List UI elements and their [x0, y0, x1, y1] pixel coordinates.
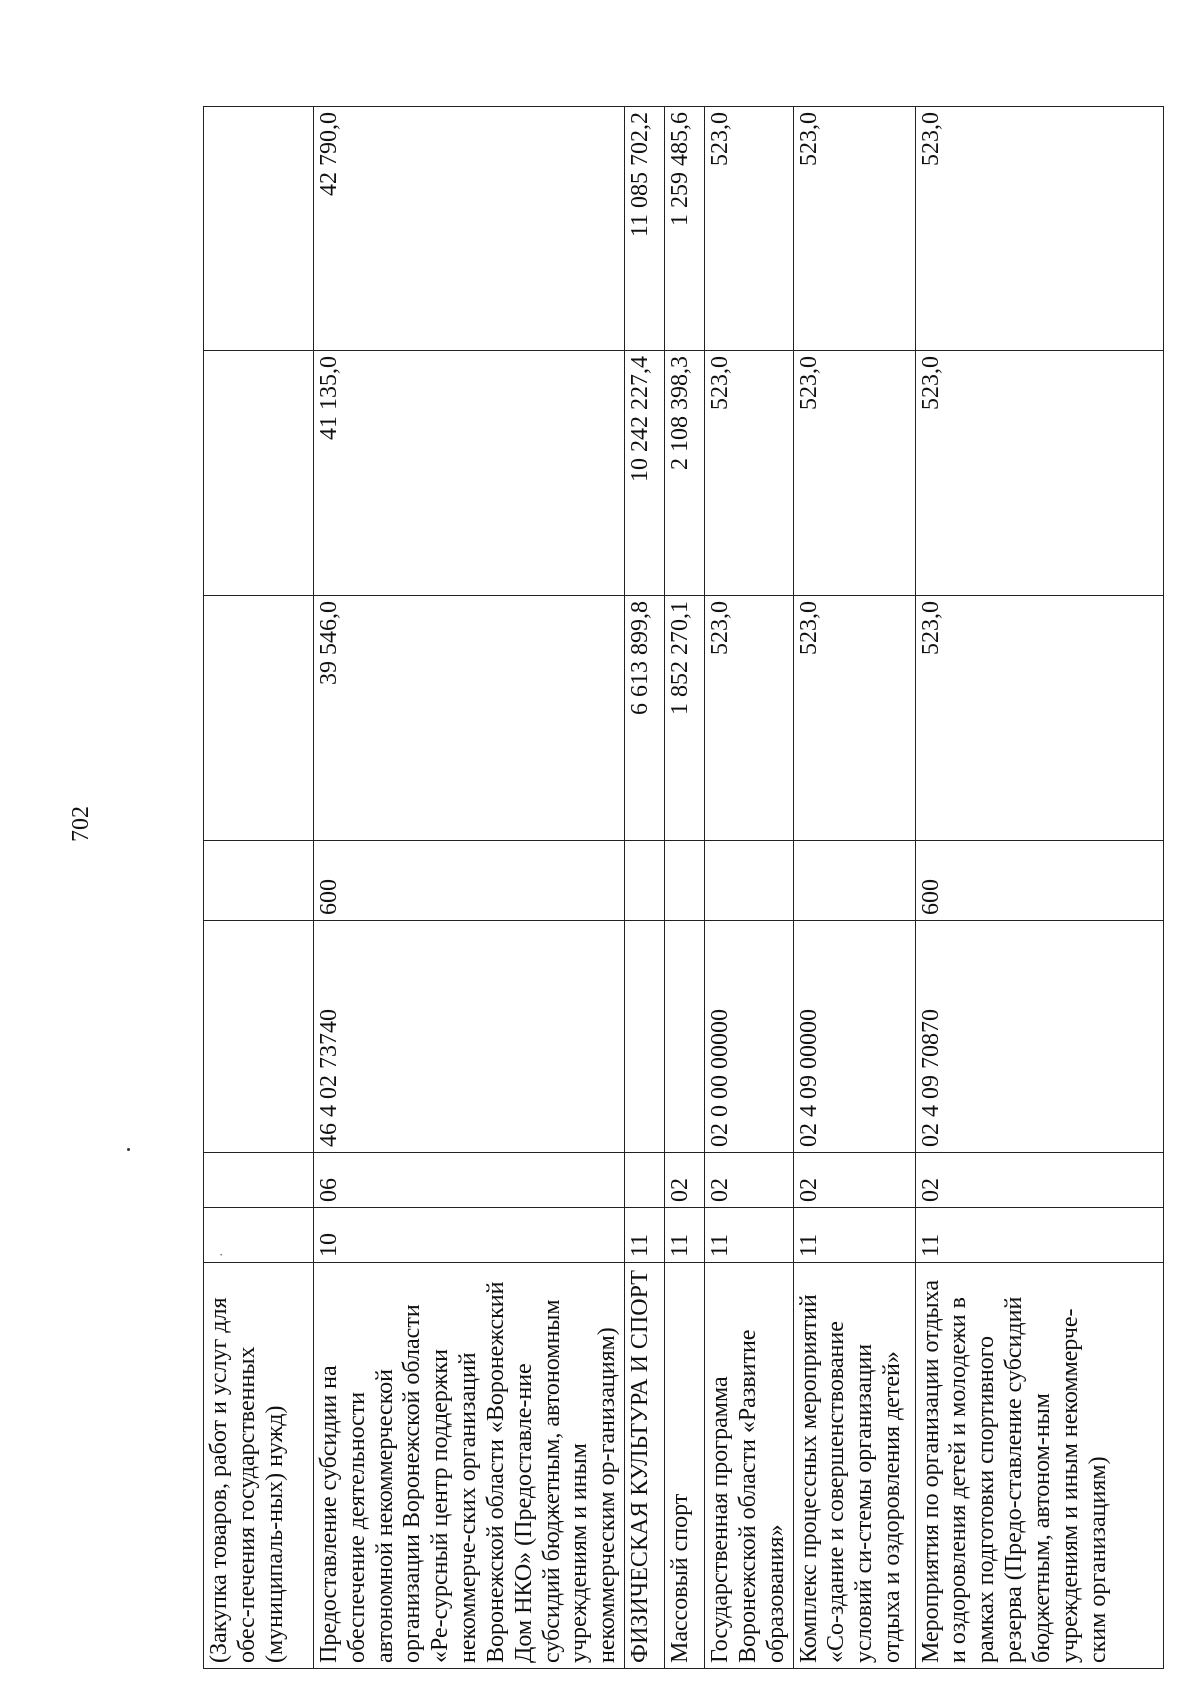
row-section: 11: [625, 1208, 665, 1263]
table-row: [665, 107, 705, 1669]
table-row: [204, 107, 314, 1669]
row-subsection: [625, 1153, 665, 1208]
row-target-article: [625, 921, 665, 1153]
row-year2: 523,0: [915, 351, 1163, 596]
row-expense-type: [793, 841, 915, 921]
row-name: Предоставление субсидии на обеспечение деятельности автономной некоммерческой организации Воронежской области «Ре-сурсный центр поддержки некоммерче-ских организаций Воронежской области «Воронежский Дом НКО» (Предоставле-ние субсидий бюджетным, автономным учреждениям и иным некоммерческим ор-ганизациям): [314, 1263, 625, 1669]
row-name: Государственная программа Воронежской области «Развитие образования»: [705, 1263, 793, 1669]
row-section: [204, 1208, 314, 1263]
row-year1: [204, 596, 314, 841]
row-subsection: 06: [314, 1153, 625, 1208]
row-year2: 41 135,0: [314, 351, 625, 596]
table-row: [915, 107, 1163, 1669]
row-section: 11: [915, 1208, 1163, 1263]
row-subsection: 02: [793, 1153, 915, 1208]
row-section: 11: [665, 1208, 705, 1263]
row-year2: 10 242 227,4: [625, 351, 665, 596]
row-year2: [204, 351, 314, 596]
row-year2: 523,0: [793, 351, 915, 596]
row-year1: 39 546,0: [314, 596, 625, 841]
row-year2: 2 108 398,3: [665, 351, 705, 596]
row-name: (Закупка товаров, работ и услуг для обес-печения государственных (муниципаль-ных) нужд): [204, 1263, 314, 1669]
table-row: [793, 107, 915, 1669]
row-year3: 523,0: [705, 107, 793, 351]
row-target-article: [665, 921, 705, 1153]
rotated-table-wrapper: [203, 107, 1111, 1669]
row-name: Комплекс процессных мероприятий «Со-здание и совершенствование условий си-стемы организации отдыха и оздоровления детей»: [793, 1263, 915, 1669]
row-year1: 1 852 270,1: [665, 596, 705, 841]
table-row: [314, 107, 625, 1669]
row-year3: 523,0: [915, 107, 1163, 351]
row-year3: 11 085 702,2: [625, 107, 665, 351]
row-target-article: 46 4 02 73740: [314, 921, 625, 1153]
row-section: 11: [705, 1208, 793, 1263]
row-subsection: 02: [915, 1153, 1163, 1208]
page-number: 702: [68, 806, 94, 842]
row-target-article: 02 0 00 00000: [705, 921, 793, 1153]
row-subsection: 02: [665, 1153, 705, 1208]
budget-table: [203, 106, 1164, 1669]
row-year1: 6 613 899,8: [625, 596, 665, 841]
row-name: Мероприятия по организации отдыха и оздоровления детей и молодежи в рамках подготовки спортивного резерва (Предо-ставление субсидий бюджетным, автоном-ным учреждениям и иным некоммерче-ским организациям): [915, 1263, 1163, 1669]
row-expense-type: 600: [314, 841, 625, 921]
row-year1: 523,0: [915, 596, 1163, 841]
row-target-article: [204, 921, 314, 1153]
row-name: Массовый спорт: [665, 1263, 705, 1669]
row-expense-type: [625, 841, 665, 921]
row-year1: 523,0: [705, 596, 793, 841]
row-expense-type: 600: [915, 841, 1163, 921]
row-year3: 1 259 485,6: [665, 107, 705, 351]
row-section: 10: [314, 1208, 625, 1263]
row-subsection: 02: [705, 1153, 793, 1208]
row-target-article: 02 4 09 70870: [915, 921, 1163, 1153]
scan-speck: [127, 1148, 130, 1151]
row-year3: [204, 107, 314, 351]
scan-mark: ·: [215, 1252, 230, 1257]
row-expense-type: [665, 841, 705, 921]
row-target-article: 02 4 09 00000: [793, 921, 915, 1153]
row-expense-type: [705, 841, 793, 921]
row-year3: 42 790,0: [314, 107, 625, 351]
row-name: ФИЗИЧЕСКАЯ КУЛЬТУРА И СПОРТ: [625, 1263, 665, 1669]
row-expense-type: [204, 841, 314, 921]
table-row: [705, 107, 793, 1669]
row-section: 11: [793, 1208, 915, 1263]
row-subsection: [204, 1153, 314, 1208]
row-year2: 523,0: [705, 351, 793, 596]
row-year3: 523,0: [793, 107, 915, 351]
row-year1: 523,0: [793, 596, 915, 841]
table-row: [625, 107, 665, 1669]
